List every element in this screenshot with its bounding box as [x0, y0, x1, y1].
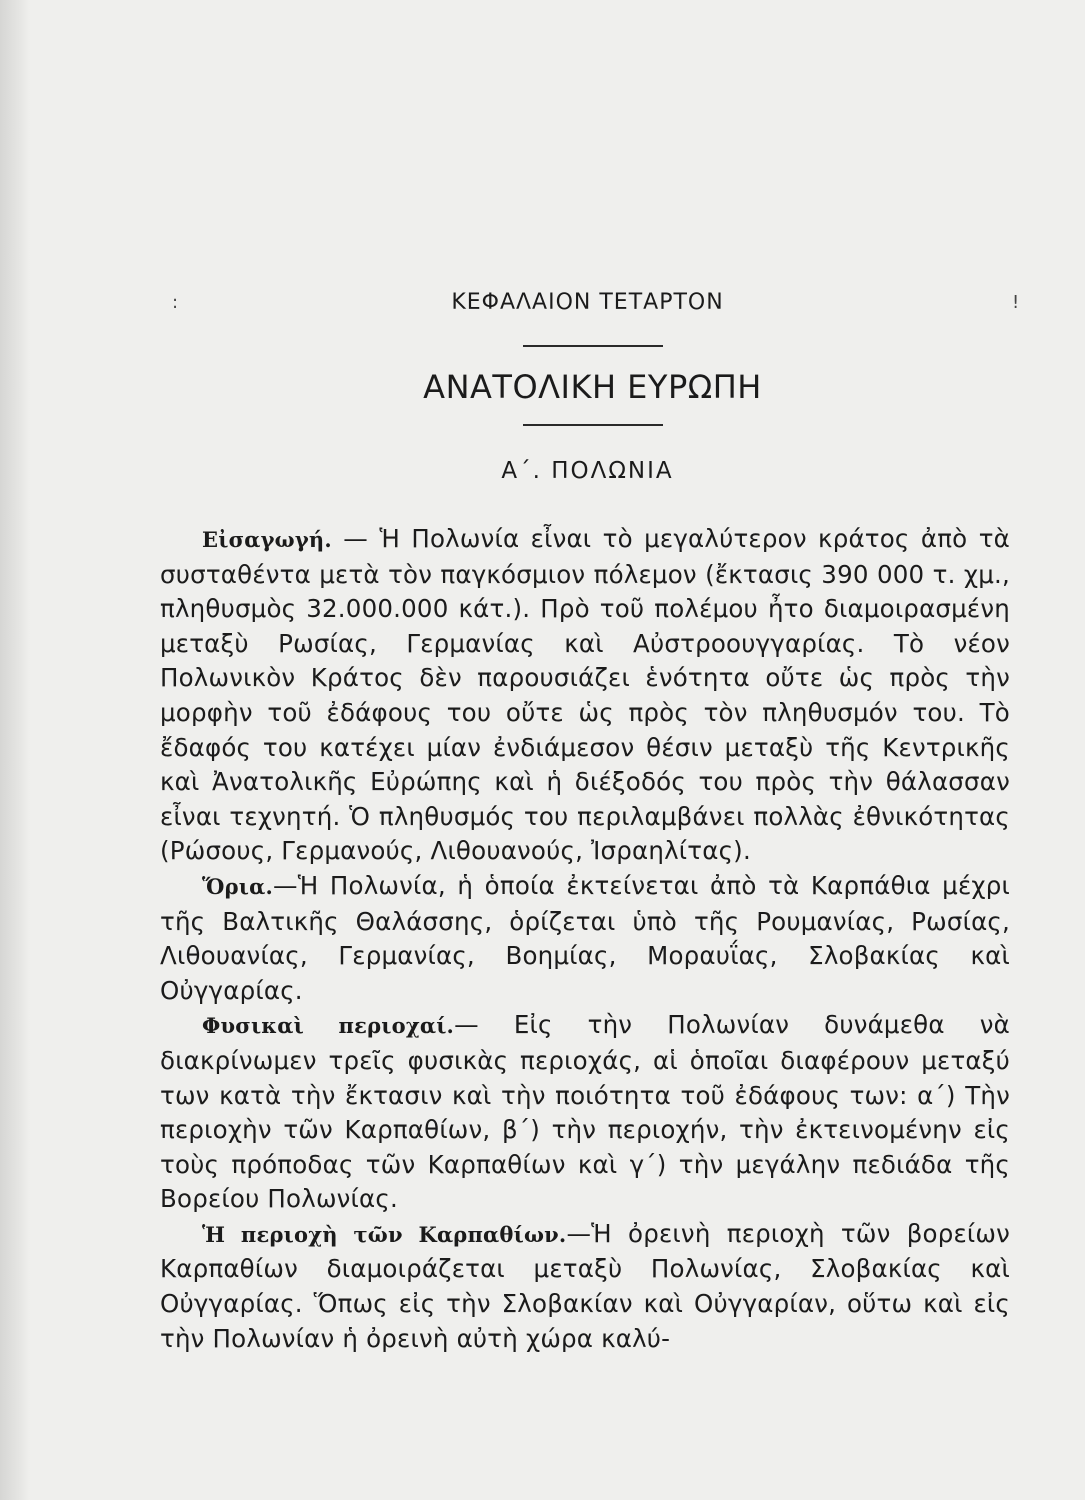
- section-heading: Α΄. ΠΟΛΩΝΙΑ: [501, 458, 674, 484]
- body-text: [160, 522, 1010, 1356]
- margin-mark: !: [1012, 292, 1020, 313]
- divider-rule: [523, 345, 663, 347]
- paragraph-text: — Ἡ Πολωνία εἶναι τὸ μεγαλύτερον κράτος ἀπὸ τὰ συσταθέντα μετὰ τὸν παγκόσμιον πόλεμον (ἔκτασις 390 000 τ. χμ., πληθυσμὸς 32.000.000 κάτ.). Πρὸ τοῦ πολέμου ἦτο διαμοιρασμένη μεταξὺ Ρωσίας, Γερμανίας καὶ Αὐστροουγγαρίας. Τὸ νέον Πολωνικὸν Κράτος δὲν παρουσιάζει ἑνότητα οὔτε ὡς πρὸς τὴν μορφὴν τοῦ ἐδάφους του οὔτε ὡς πρὸς τὸν πληθυσμόν του. Τὸ ἔδαφός του κατέχει μίαν ἐνδιάμεσον θέσιν μεταξὺ τῆς Κεντρικῆς καὶ Ἀνατολικῆς Εὐρώπης καὶ ἡ διέξοδός του πρὸς τὴν θάλασσαν εἶναι τεχνητή. Ὁ πληθυσμός του περιλαμβάνει πολλὰς ἐθνικότητας (Ρώσους, Γερμανούς, Λιθουανούς, Ἰσραηλίτας).: [160, 524, 1010, 866]
- divider-rule: [523, 424, 663, 426]
- run-in-heading: Ὅρια.: [202, 873, 273, 899]
- paragraph-borders: [160, 869, 1010, 1008]
- page-gutter: [0, 0, 30, 1500]
- run-in-heading: Εἰσαγωγή.: [202, 527, 332, 552]
- paragraph-text: —Ἡ ὀρεινὴ περιοχὴ τῶν βορείων Καρπαθίων διαμοιράζεται μεταξὺ Πολωνίας, Σλοβακίας καὶ Οὐγγαρίας. Ὅπως εἰς τὴν Σλοβακίαν καὶ Οὐγγαρίαν, οὕτω καὶ εἰς τὴν Πολωνίαν ἡ ὀρεινὴ αὐτὴ χώρα καλύ-: [160, 1218, 1011, 1353]
- paragraph-introduction: [160, 522, 1010, 869]
- paragraph-text: —Ἡ Πολωνία, ἡ ὁποία ἐκτείνεται ἀπὸ τὰ Καρπάθια μέχρι τῆς Βαλτικῆς Θαλάσσης, ὁρίζεται ὑπὸ τῆς Ρουμανίας, Ρωσίας, Λιθουανίας, Γερμανίας, Βοημίας, Μοραυΐας, Σλοβακίας καὶ Οὐγγαρίας.: [160, 870, 1010, 1005]
- paragraph-text: — Εἰς τὴν Πολωνίαν δυνάμεθα νὰ διακρίνωμεν τρεῖς φυσικὰς περιοχάς, αἱ ὁποῖαι διαφέρουν μεταξύ των κατὰ τὴν ἔκτασιν καὶ τὴν ποιότητα τοῦ ἐδάφους των: α΄) Τὴν περιοχὴν τῶν Καρπαθίων, β΄) τὴν περιοχήν, τὴν ἐκτεινομένην εἰς τοὺς πρόποδας τῶν Καρπαθίων καὶ γ΄) τὴν μεγάλην πεδιάδα τῆς Βορείου Πολωνίας.: [160, 1010, 1010, 1214]
- margin-mark: :: [172, 292, 179, 313]
- page-title: ΑΝΑΤΟΛΙΚΗ ΕΥΡΩΠΗ: [423, 368, 762, 406]
- run-in-heading: Ἡ περιοχὴ τῶν Καρπαθίων.: [202, 1221, 567, 1247]
- chapter-label: ΚΕΦΑΛΑΙΟΝ ΤΕΤΑΡΤΟΝ: [451, 290, 724, 315]
- paragraph-carpathians: [160, 1217, 1010, 1356]
- run-in-heading: Φυσικαὶ περιοχαί.: [202, 1013, 455, 1039]
- paragraph-natural-regions: [160, 1008, 1010, 1217]
